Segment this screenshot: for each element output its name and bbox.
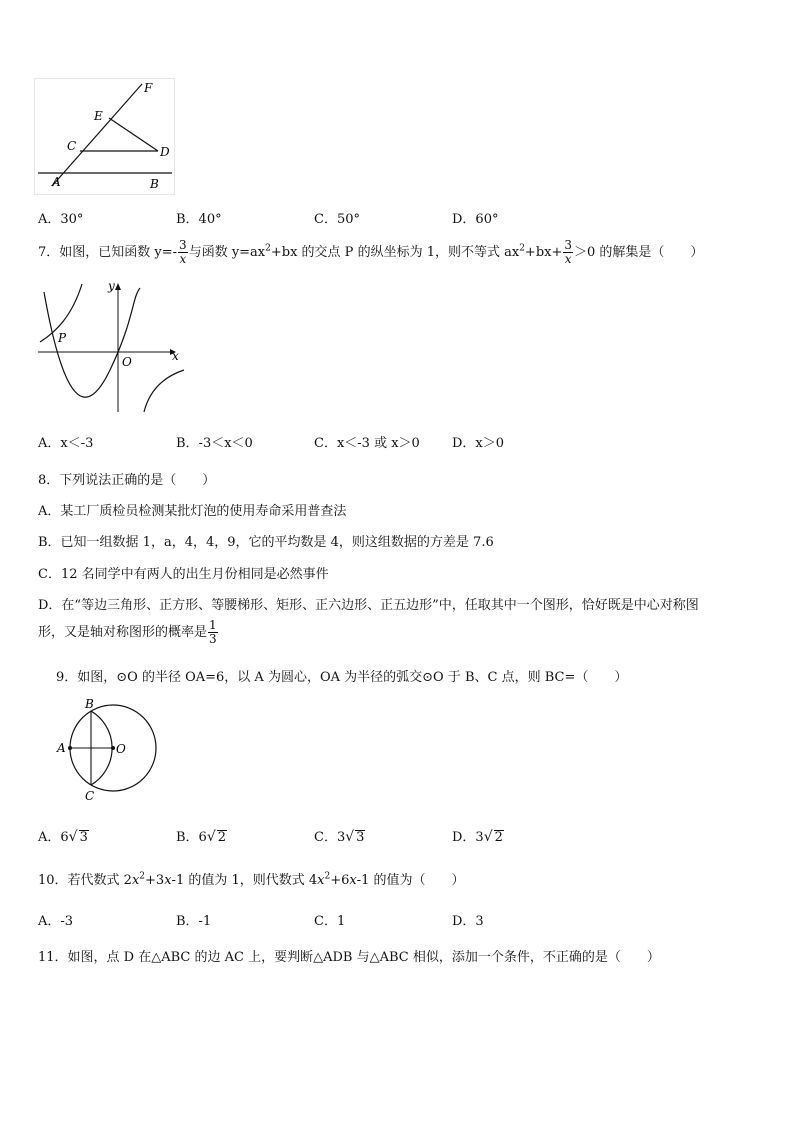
label-f: F [144, 81, 153, 95]
q10-text-i: -1 的值为（ ） [356, 873, 465, 888]
q9-a-prefix: A．6 [38, 830, 69, 845]
q7-fraction-1 [178, 239, 188, 266]
point-o [111, 746, 115, 750]
q7-stem-text-c: +bx 的交点 P 的纵坐标为 1，则不等式 ax [270, 245, 520, 260]
label-d: D [160, 145, 170, 159]
q6-option-a[interactable]: A．30° [38, 212, 84, 227]
q9-b-radicand: 2 [217, 830, 227, 845]
label-b: B [150, 177, 159, 191]
q10-var-1: x [131, 873, 140, 888]
q7-frac2-num: 3 [564, 238, 573, 252]
q9-figure [52, 696, 162, 806]
label-o: O [122, 355, 132, 369]
q10-sup-1: 2 [139, 871, 146, 882]
q7-option-a[interactable]: A．x＜-3 [38, 436, 94, 451]
q7-option-b[interactable]: B．-3＜x＜0 [176, 436, 253, 451]
label-o: O [116, 742, 126, 756]
label-c: C [67, 139, 77, 153]
label-b: B [85, 697, 94, 711]
q7-stem-text-d: +bx+ [524, 245, 563, 260]
q7-frac1-den: x [179, 252, 187, 266]
q7-sup-2: 2 [519, 243, 525, 254]
radical-icon: √ [345, 829, 355, 845]
radical-icon: √ [68, 829, 78, 845]
q10-option-c[interactable]: C．1 [314, 914, 346, 929]
q8-d-frac-num: 1 [209, 618, 217, 632]
label-a: A [52, 175, 61, 189]
q6-option-b[interactable]: B．40° [176, 212, 222, 227]
q10-option-d[interactable]: D．3 [452, 914, 484, 929]
label-x: x [172, 349, 179, 363]
q9-option-c[interactable] [314, 826, 365, 845]
q7-stem-text-b: 与函数 y=ax [188, 245, 266, 260]
q9-option-d[interactable] [452, 826, 504, 845]
q9-c-prefix: C．3 [314, 830, 346, 845]
label-e: E [94, 109, 103, 123]
q9-option-b[interactable] [176, 826, 227, 845]
y-axis-arrow [115, 283, 121, 290]
q10-text-e: -1 的值为 1，则代数式 4 [171, 873, 318, 888]
q10-var-3: x [317, 873, 325, 888]
q7-sup-1: 2 [265, 243, 271, 254]
q7-option-c[interactable]: C．x＜-3 或 x＞0 [314, 436, 420, 451]
q6-option-c[interactable]: C．50° [314, 212, 360, 227]
q8-option-d-line1[interactable]: D．在“等边三角形、正方形、等腰梯形、矩形、正六边形、正五边形”中，任取其中一个图形，恰好既是中心对称图 [38, 598, 699, 613]
label-a: A [57, 741, 66, 755]
q9-c-radicand: 3 [356, 830, 365, 845]
q10-stem [38, 869, 465, 888]
q11-stem: 11．如图，点 D 在△ABC 的边 AC 上，要判断△ADB 与△ABC 相似，添加一个条件，不正确的是（ ） [38, 950, 660, 965]
q7-stem [38, 236, 703, 270]
q10-text-c: +3 [145, 873, 165, 888]
q8-option-d-line2[interactable] [38, 618, 219, 648]
q8-d-fraction [208, 619, 218, 646]
q7-option-d[interactable]: D．x＞0 [452, 436, 505, 451]
q8-option-c[interactable]: C．12 名同学中有两人的出生月份相同是必然事件 [38, 567, 329, 582]
q8-d-text: 形，又是轴对称图形的概率是 [38, 625, 208, 640]
q9-d-radicand: 2 [494, 830, 503, 845]
q10-var-4: x [349, 873, 357, 888]
point-a [68, 746, 72, 750]
label-p: P [58, 331, 67, 345]
q6-option-d[interactable]: D．60° [452, 212, 499, 227]
q10-var-2: x [164, 873, 172, 888]
label-y: y [108, 280, 115, 293]
q8-stem: 8．下列说法正确的是（ ） [38, 473, 216, 488]
q9-a-radicand: 3 [79, 830, 88, 845]
segment-ed [109, 118, 158, 151]
q7-figure [36, 280, 186, 415]
q8-option-a[interactable]: A．某工厂质检员检测某批灯泡的使用寿命采用普查法 [38, 504, 347, 519]
q10-text-g: +6 [330, 873, 350, 888]
q9-stem: 9．如图，⊙O 的半径 OA=6，以 A 为圆心，OA 为半径的弧交⊙O 于 B、C 点，则 BC=（ ） [56, 670, 628, 685]
q9-option-a[interactable] [38, 826, 89, 845]
q10-option-a[interactable]: A．-3 [38, 914, 74, 929]
q8-option-b[interactable]: B．已知一组数据 1，a，4，4，9，它的平均数是 4，则这组数据的方差是 7.6 [38, 535, 494, 550]
q10-text-a: 10．若代数式 2 [38, 873, 132, 888]
line-af [52, 84, 142, 186]
label-c: C [85, 789, 95, 803]
q9-d-prefix: D．3 [452, 830, 484, 845]
q6-figure [34, 78, 176, 196]
q10-option-b[interactable]: B．-1 [176, 914, 212, 929]
q7-fraction-2 [563, 239, 573, 266]
hyperbola-lower-right [144, 370, 184, 412]
q7-stem-text-e: ＞0 的解集是（ ） [574, 245, 704, 260]
radical-icon: √ [483, 829, 493, 845]
q10-sup-2: 2 [324, 871, 331, 882]
radical-icon: √ [206, 829, 216, 845]
q7-stem-text-a: 7．如图，已知函数 y=- [38, 245, 178, 260]
q7-frac2-den: x [564, 252, 572, 266]
q8-d-frac-den: 3 [209, 632, 217, 646]
q7-frac1-num: 3 [179, 238, 187, 252]
q9-b-prefix: B．6 [176, 830, 207, 845]
